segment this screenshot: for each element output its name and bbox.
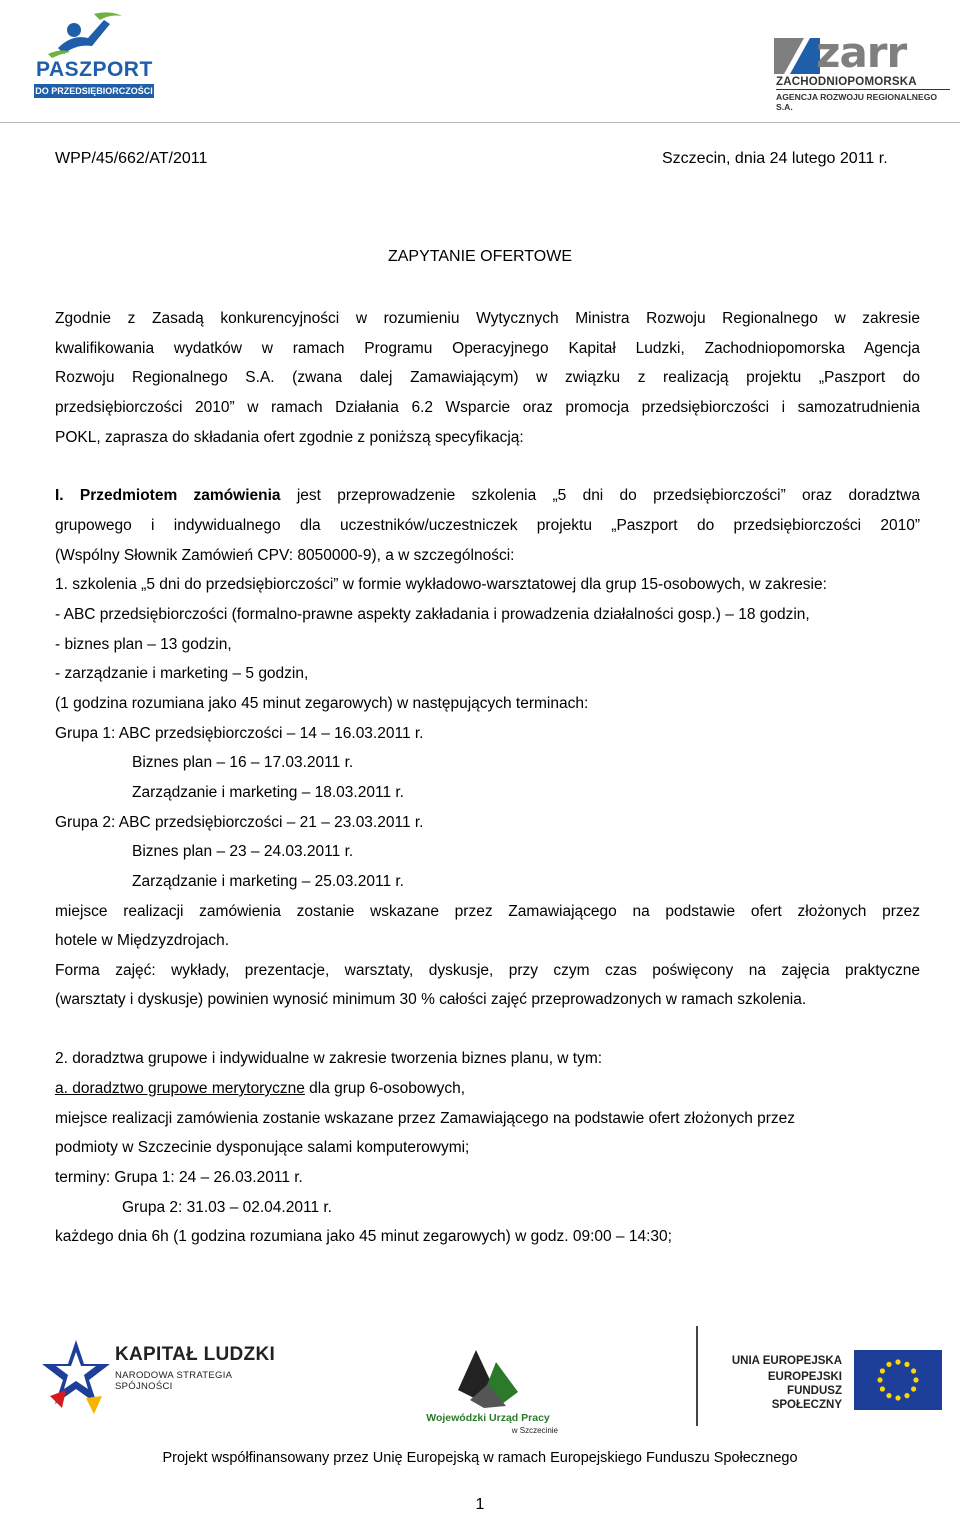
wup-logo xyxy=(418,1340,558,1440)
section1-line-6: - biznes plan – 13 godzin, xyxy=(55,636,232,653)
group1-abc: Grupa 1: ABC przedsiębiorczości – 14 – 16.03.2011 r. xyxy=(55,725,424,742)
section1-form-1: Forma zajęć: wykłady, prezentacje, warsztaty, dyskusje, przy czym czas poświęcony na zajęcia praktyczne xyxy=(55,962,920,979)
group2-zarzadzanie: Zarządzanie i marketing – 25.03.2011 r. xyxy=(132,873,404,890)
intro-line-2: kwalifikowania wydatków w ramach Programu Operacyjnego Kapitał Ludzki, Zachodniopomorska Agencja xyxy=(55,340,920,357)
group2-abc: Grupa 2: ABC przedsiębiorczości – 21 – 23.03.2011 r. xyxy=(55,814,424,831)
section2-line-6: Grupa 2: 31.03 – 02.04.2011 r. xyxy=(122,1199,332,1216)
section1-line-8: (1 godzina rozumiana jako 45 minut zegarowych) w następujących terminach: xyxy=(55,695,589,712)
eu-line-1: UNIA EUROPEJSKA xyxy=(731,1355,842,1367)
section1-place-1: miejsce realizacji zamówienia zostanie wskazane przez Zamawiającego na podstawie ofert złożonych przez xyxy=(55,903,920,920)
eu-line-3: FUNDUSZ SPOŁECZNY xyxy=(771,1385,842,1411)
kapital-ludzki-title: KAPITAŁ LUDZKI xyxy=(115,1344,276,1365)
kapital-ludzki-star-icon xyxy=(40,1338,112,1416)
section2-line-3: miejsce realizacji zamówienia zostanie wskazane przez Zamawiającego na podstawie ofert złożonych przez xyxy=(55,1110,796,1127)
intro-line-4: przedsiębiorczości 2010” w ramach Działania 6.2 Wsparcie oraz promocja przedsiębiorczości i samozatrudnienia xyxy=(55,399,920,416)
group1-zarzadzanie: Zarządzanie i marketing – 18.03.2011 r. xyxy=(132,784,404,801)
eu-logo xyxy=(692,1326,948,1426)
wup-title: Wojewódzki Urząd Pracy xyxy=(426,1412,550,1424)
section1-place-2: hotele w Międzyzdrojach. xyxy=(55,932,230,949)
section2-line-2 xyxy=(55,1079,465,1099)
paszport-logo-title: PASZPORT xyxy=(36,58,153,81)
document-title: ZAPYTANIE OFERTOWE xyxy=(387,248,573,265)
section2-line-2-rest: dla grup 6-osobowych, xyxy=(304,1080,466,1097)
eu-line-2: EUROPEJSKI xyxy=(767,1371,842,1383)
section1-line-4: 1. szkolenia „5 dni do przedsiębiorczości” w formie wykładowo-warsztatowej dla grup 15-osobowych, w zakresie: xyxy=(55,576,827,593)
header-divider xyxy=(0,122,960,123)
section1-lead-bold: I. Przedmiotem zamówienia xyxy=(55,487,281,504)
section1-line-2: grupowego i indywidualnego dla uczestników/uczestniczek projektu „Paszport do przedsiębiorczości 2010” xyxy=(55,517,920,534)
section1-lead-rest: jest przeprowadzenie szkolenia „5 dni do przedsiębiorczości” oraz doradztwa xyxy=(296,487,920,504)
section2-underlined: a. doradztwo grupowe merytoryczne xyxy=(55,1080,305,1097)
zarr-logo-line1: ZACHODNIOPOMORSKA xyxy=(776,76,950,90)
zarr-logo-title: zarr xyxy=(816,28,907,77)
wup-mark-icon xyxy=(418,1340,558,1410)
document-date: Szczecin, dnia 24 lutego 2011 r. xyxy=(662,150,888,167)
wup-subtitle: w Szczecinie xyxy=(511,1426,558,1435)
section1-line-3: (Wspólny Słownik Zamówień CPV: 8050000-9), a w szczególności: xyxy=(55,547,515,564)
paszport-logo xyxy=(14,8,156,104)
zarr-logo xyxy=(770,28,950,112)
page-number: 1 xyxy=(475,1496,485,1513)
group2-biznes-plan: Biznes plan – 23 – 24.03.2011 r. xyxy=(132,843,354,860)
zarr-mark-icon xyxy=(774,34,820,76)
section2-line-7: każdego dnia 6h (1 godzina rozumiana jako 45 minut zegarowych) w godz. 09:00 – 14:30; xyxy=(55,1228,672,1245)
section2-line-5: terminy: Grupa 1: 24 – 26.03.2011 r. xyxy=(55,1169,303,1186)
section1-form-2: (warsztaty i dyskusje) powinien wynosić minimum 30 % całości zajęć przeprowadzonych w ramach szkolenia. xyxy=(55,991,807,1008)
eu-vertical-rule xyxy=(696,1326,698,1426)
section2-line-1: 2. doradztwa grupowe i indywidualne w zakresie tworzenia biznes planu, w tym: xyxy=(55,1050,603,1067)
section2-line-4: podmioty w Szczecinie dysponujące salami komputerowymi; xyxy=(55,1139,470,1156)
eu-flag-icon xyxy=(854,1350,942,1410)
document-reference: WPP/45/662/AT/2011 xyxy=(55,150,208,167)
section1-line-7: - zarządzanie i marketing – 5 godzin, xyxy=(55,665,309,682)
paszport-logo-subtitle: DO PRZEDSIĘBIORCZOŚCI xyxy=(35,86,153,96)
kapital-ludzki-logo xyxy=(40,1338,290,1418)
zarr-logo-line2: AGENCJA ROZWOJU REGIONALNEGO S.A. xyxy=(776,92,938,112)
section1-line-5: - ABC przedsiębiorczości (formalno-prawne aspekty zakładania i prowadzenia działalności gosp.) – 18 godzin, xyxy=(55,606,810,623)
intro-line-3: Rozwoju Regionalnego S.A. (zwana dalej Zamawiającym) w związku z realizacją projektu „Paszport do xyxy=(55,369,920,386)
footer-cofinancing-note: Projekt współfinansowany przez Unię Europejską w ramach Europejskiego Funduszu Społecznego xyxy=(162,1450,798,1466)
paszport-figure-icon xyxy=(14,8,156,60)
kapital-ludzki-subtitle: NARODOWA STRATEGIA SPÓJNOŚCI xyxy=(115,1370,232,1392)
intro-line-5: POKL, zaprasza do składania ofert zgodnie z poniższą specyfikacją: xyxy=(55,429,524,446)
section1-lead xyxy=(55,486,920,506)
intro-line-1: Zgodnie z Zasadą konkurencyjności w rozumieniu Wytycznych Ministra Rozwoju Regionalnego w zakresie xyxy=(55,310,920,327)
group1-biznes-plan: Biznes plan – 16 – 17.03.2011 r. xyxy=(132,754,354,771)
